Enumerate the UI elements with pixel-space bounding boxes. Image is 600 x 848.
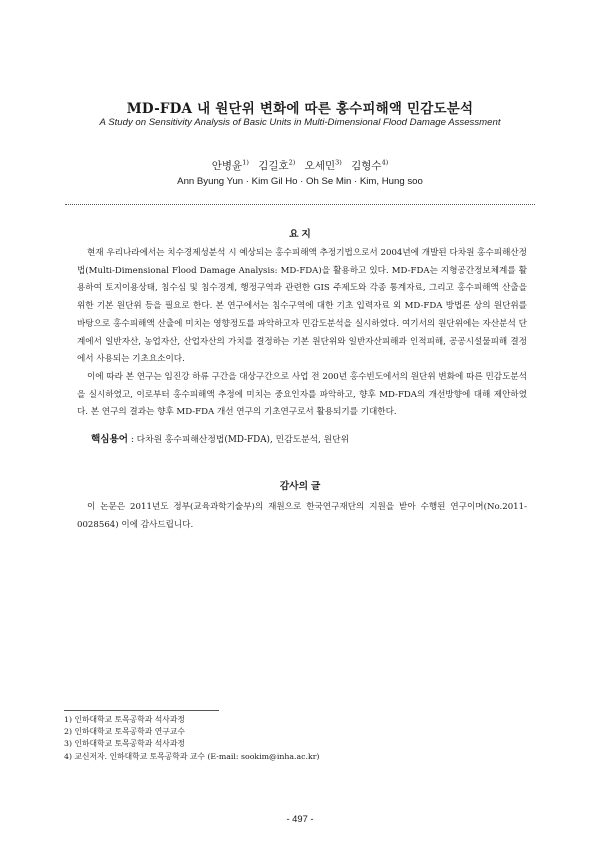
author-footnote-mark: 1) (242, 158, 249, 167)
paper-title-korean: MD-FDA 내 원단위 변화에 따른 홍수피해액 민감도분석 (126, 101, 474, 117)
author-footnote-mark: 3) (335, 158, 342, 167)
footnote-item: 2) 인하대학교 토목공학과 연구교수 (64, 727, 185, 737)
section-divider (65, 204, 535, 205)
abstract-body (77, 245, 527, 422)
paper-title-english: A Study on Sensitivity Analysis of Basic Units in Multi-Dimensional Flood Damage Assessment (99, 117, 501, 128)
author-name: 오세민 (304, 160, 336, 172)
acknowledgement-heading: 감사의 글 (279, 481, 321, 492)
keywords-label: 핵심용어 (91, 434, 129, 445)
author-name: 안병윤 (211, 160, 243, 172)
footnotes (64, 714, 534, 763)
author-name: 김형수 (351, 160, 382, 172)
keywords-line (91, 431, 531, 445)
abstract-paragraph: 현재 우리나라에서는 치수경제성분석 시 예상되는 홍수피해액 추정기법으로서 2004년에 개발된 다차원 홍수피해산정법(Multi-Dimensional Flood Damage Analysis: MD-FDA)을 활용하고 있다. MD-FDA는 지형공간정보체계를 활용하여 토지이용상태, 침수심 및 침수경계, 행정구역과 관련한 GIS 주제도와 각종 통계자료, 그리고 홍수피해액 산출을 위한 기본 원단위 등을 필요로 한다. 본 연구에서는 침수구역에 대한 기초 입력자료 외 MD-FDA 방법론 상의 원단위를 바탕으로 홍수피해액 산출에 미치는 영향정도를 파악하고자 민감도분석을 실시하였다. 여기서의 원단위에는 자산분석 단계에서 일반자산, 농업자산, 산업자산의 가치를 결정하는 기본 원단위와 일반자산피해과 인적피해, 공공시설물피해 결정에서 사용되는 기초요소이다. (77, 248, 527, 365)
abstract-paragraph: 이에 따라 본 연구는 임진강 하류 구간을 대상구간으로 사업 전 200년 홍수빈도에서의 원단위 변화에 따른 민감도분석을 실시하였고, 이로부터 홍수피해액 추정에 미치는 중요인자를 파악하고, 향후 MD-FDA의 개선방향에 대해 제안하였다. 본 연구의 결과는 향후 MD-FDA 개선 연구의 기초연구로서 활용되기를 기대한다. (77, 371, 527, 418)
footnote-item: 3) 인하대학교 토목공학과 석사과정 (64, 739, 185, 749)
abstract-heading: 요 지 (289, 229, 311, 240)
footnote-item: 4) 교신저자. 인하대학교 토목공학과 교수 (E-mail: sookim@inha.ac.kr) (64, 751, 320, 761)
footnote-item: 1) 인하대학교 토목공학과 석사과정 (64, 715, 185, 724)
acknowledgement-text: 이 논문은 2011년도 정부(교육과학기술부)의 재원으로 한국연구재단의 지원을 받아 수행된 연구이며(No.2011-0028564) 이에 감사드립니다. (77, 502, 527, 530)
author-list-english: Ann Byung Yun · Kim Gil Ho · Oh Se Min · Kim, Hung soo (177, 176, 423, 187)
author-footnote-mark: 4) (381, 158, 389, 167)
author-name: 김길호 (258, 160, 289, 172)
page-number: - 497 - (286, 813, 314, 824)
author-footnote-mark: 2) (288, 158, 296, 167)
footnote-rule (64, 710, 219, 711)
author-list-korean (0, 158, 600, 173)
keywords-text: : 다차원 홍수피해산정법(MD-FDA), 민감도분석, 원단위 (130, 435, 350, 445)
